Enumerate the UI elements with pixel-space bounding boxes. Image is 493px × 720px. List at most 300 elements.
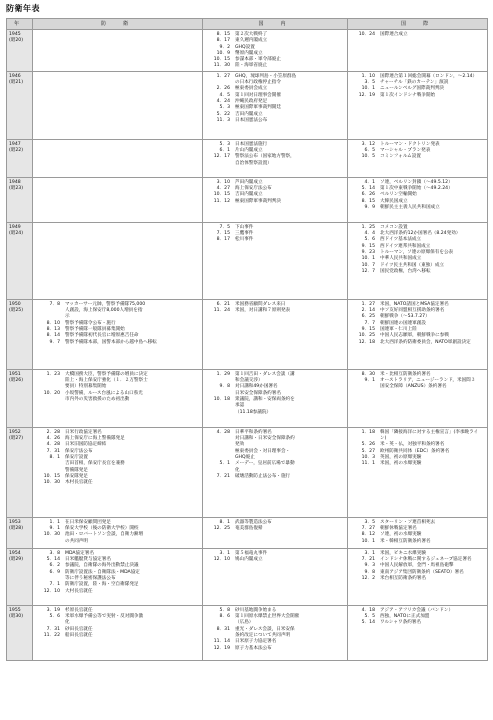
event-date: 3．5	[364, 519, 375, 525]
event-text: 中国人民解放軍，金門・馬祖島砲撃	[380, 563, 454, 569]
event-line	[350, 620, 485, 626]
event-text: 第１次中東戦争開始（～49.2.24）	[380, 186, 453, 192]
event-line	[350, 576, 485, 582]
event-text: 保安隊発足	[65, 473, 88, 479]
defense-cell	[33, 299, 203, 369]
header-domestic: 国 内	[203, 19, 348, 30]
event-date: 4．18	[361, 607, 375, 613]
event-date: 6．1	[219, 148, 230, 154]
event-date: 5．5	[364, 614, 375, 620]
table-header-row	[7, 19, 488, 30]
event-text: 池田・ロバートソン会談，自衛力漸増	[65, 532, 144, 538]
era-label: (昭22)	[9, 148, 24, 154]
table-row	[7, 548, 488, 605]
chronology-body	[7, 30, 488, 661]
event-date: 9．2	[219, 44, 230, 50]
event-date: 9．9	[364, 204, 375, 210]
event-text: 破壊活動防止法公布・施行	[235, 473, 291, 479]
era-label: (昭27)	[9, 436, 24, 442]
event-text: GHQ廃止	[235, 454, 255, 460]
event-text: メーデー，皇居前広場で暴動	[235, 461, 295, 467]
year-label: 1951	[9, 371, 21, 377]
era-label: (昭20)	[9, 38, 24, 44]
event-date: 7．21	[216, 473, 230, 479]
event-text: GHQ，琉球列島・小笠原群島	[235, 73, 297, 79]
era-label: (昭23)	[9, 186, 24, 192]
year-label: 1955	[9, 607, 21, 613]
chronology-table	[6, 18, 488, 661]
event-line	[350, 340, 485, 346]
year-label: 1948	[9, 179, 21, 185]
event-text: 朝鮮国連の国連軍創設	[380, 320, 426, 326]
international-cell	[348, 222, 488, 299]
event-text: 米・英・仏，対独平和条約署名	[380, 442, 445, 448]
event-date: 7．15	[216, 231, 230, 237]
event-text: 第１回対日理事会開催	[235, 92, 281, 98]
event-line	[35, 397, 200, 403]
event-text: 発効	[235, 442, 245, 448]
year-label: 1947	[9, 141, 21, 147]
event-date: 12．2	[361, 575, 375, 581]
event-text: 奄美群島復帰	[235, 526, 263, 532]
event-text: 西独，NATOに正式加盟	[380, 614, 430, 620]
international-cell	[348, 299, 488, 369]
event-line	[205, 410, 345, 416]
event-text: （11.18参議院）	[235, 409, 272, 415]
event-date: 4．26	[46, 436, 60, 442]
event-text: 警備隊発足	[65, 467, 88, 473]
event-date: 1．18	[361, 429, 375, 435]
domestic-cell	[203, 139, 348, 177]
year-label: 1945	[9, 32, 21, 37]
event-text: トルーマン・ドクトリン発表	[380, 141, 440, 147]
event-text: マーシャル・プラン発表	[380, 148, 431, 154]
international-cell	[348, 605, 488, 660]
event-date: 5．1	[219, 461, 230, 467]
event-text: 欧州防衛共同体（EDC）条約署名	[380, 448, 450, 454]
event-text: GHQ設置	[235, 44, 255, 50]
event-text: 片山内閣成立	[235, 148, 263, 154]
event-text: 北大西洋条約防衛委員会，NATO軍創設決定	[380, 339, 471, 345]
international-cell	[348, 177, 488, 222]
year-cell	[7, 71, 33, 139]
event-text: 国連軍・仁川上陸	[380, 326, 417, 332]
event-text: 防衛庁設置法・自衛隊法・MDA協定	[65, 569, 140, 575]
event-line	[35, 340, 200, 346]
year-label: 1949	[9, 224, 21, 230]
event-date: 6．9	[49, 569, 60, 575]
event-date: 3．1	[219, 550, 230, 556]
event-text: ン)	[380, 436, 387, 442]
event-line	[205, 161, 345, 167]
event-text: 警察法公布（国家地方警察，	[235, 154, 295, 160]
table-row	[7, 605, 488, 660]
event-text: 中国人民志願軍，朝鮮戦争に参戦	[380, 333, 449, 339]
event-date: 8．10	[46, 320, 60, 326]
event-line	[350, 539, 485, 545]
event-date: 10．5	[361, 154, 375, 160]
event-text: 幣原内閣成立	[235, 50, 263, 56]
event-date: 5．3	[219, 141, 230, 147]
event-line	[350, 269, 485, 275]
event-date: 2．28	[46, 429, 60, 435]
year-label: 1954	[9, 550, 21, 556]
event-text: アジア・アフリカ会議（バンドン）	[380, 607, 454, 613]
event-date: 6．26	[361, 192, 375, 198]
event-date: 1．10	[361, 73, 375, 79]
event-text: 化	[235, 467, 240, 473]
event-text: コメコン設置	[380, 224, 408, 230]
event-date: 5．8	[219, 607, 230, 613]
table-row	[7, 222, 488, 299]
event-text: MDA協定署名	[65, 550, 94, 556]
event-date: 12．10	[43, 588, 60, 594]
event-date: 10．15	[213, 57, 230, 63]
event-date: 8．30	[361, 371, 375, 377]
event-line	[205, 118, 345, 124]
international-cell	[348, 427, 488, 517]
event-text: 対日講和49か国署名	[235, 384, 278, 390]
event-date: 5．14	[46, 557, 60, 563]
domestic-cell	[203, 177, 348, 222]
event-date: 8．17	[216, 38, 230, 44]
event-text: ソ連，ベルリン封鎖（～49.5.12）	[380, 179, 453, 185]
event-date: 1．25	[361, 224, 375, 230]
event-text: 海上保安庁に海上警備隊発足	[65, 436, 125, 442]
event-text: 米・韓相互防衛条約署名	[380, 538, 431, 544]
event-date: 4．1	[364, 179, 375, 185]
header-international: 国 際	[348, 19, 488, 30]
event-line	[205, 308, 345, 314]
event-text: 原子力基本法公布	[235, 645, 272, 651]
event-date	[205, 161, 235, 167]
event-line	[205, 557, 345, 563]
event-text: スターリン・ソ連首相死去	[380, 519, 436, 525]
event-date: 11．30	[213, 63, 230, 69]
event-date: 10．20	[43, 390, 60, 396]
event-line	[350, 205, 485, 211]
event-text: 国際連合第１回総会開幕（ロンドン，～2.14）	[380, 73, 478, 79]
event-text: 保安庁法公布	[65, 448, 93, 454]
header-year: 年	[7, 19, 33, 30]
event-date: 7．21	[361, 557, 375, 563]
year-cell	[7, 177, 33, 222]
event-text: インドシナ休戦に関するジュネーブ協定署名	[380, 557, 472, 563]
event-text: 陸上・海上保安庁強化（１．２万警察士	[65, 378, 148, 384]
event-date: 7．27	[361, 526, 375, 532]
event-date: 10．24	[358, 32, 375, 37]
event-text: 対日講和・日米安全保障条約	[235, 436, 295, 442]
event-text: 吉田内閣成立	[235, 111, 263, 117]
event-text: 英国，初の原爆実験	[380, 454, 422, 460]
event-date: 1．23	[46, 371, 60, 377]
event-date: 1．27	[361, 301, 375, 307]
event-text: 大村長官就任	[65, 588, 93, 594]
event-line	[35, 539, 200, 545]
table-row	[7, 517, 488, 548]
event-text: 三鷹事件	[235, 231, 254, 237]
event-date: 9．1	[364, 378, 375, 384]
event-text: 西ドイツ連邦共和国成立	[380, 243, 431, 249]
event-date: 6．25	[361, 314, 375, 320]
event-date: 11．3	[216, 117, 230, 123]
event-date: 12．19	[358, 92, 375, 98]
event-text: 日米安全保障条約署名	[235, 390, 281, 396]
era-label: (昭21)	[9, 80, 24, 86]
event-date: 12．25	[213, 526, 230, 532]
event-date: 9．7	[49, 339, 60, 345]
table-row	[7, 299, 488, 369]
event-date: 3．10	[216, 179, 230, 185]
event-line	[205, 199, 345, 205]
event-text: 衆議院，講和・安保両条約を	[235, 396, 295, 402]
event-date: 12．19	[213, 645, 230, 651]
event-text: 吉田内閣成立	[235, 192, 263, 198]
event-text: 極東国際軍事裁判判決	[235, 198, 281, 204]
event-text: 米台相互防衛条約署名	[380, 575, 426, 581]
international-cell	[348, 71, 488, 139]
defense-cell	[33, 517, 203, 548]
year-cell	[7, 30, 33, 72]
event-date: 10．30	[43, 532, 60, 538]
defense-cell	[33, 139, 203, 177]
event-date	[350, 384, 380, 390]
event-text: 日米艦艇貸与協定署名	[65, 557, 111, 563]
year-cell	[7, 548, 33, 605]
event-date: 10．30	[43, 480, 60, 486]
event-text: ベルリン空輸開始	[380, 192, 417, 198]
defense-cell	[33, 605, 203, 660]
table-row	[7, 71, 488, 139]
event-line	[205, 474, 345, 480]
event-text: 鳩山内閣成立	[235, 557, 263, 563]
defense-cell	[33, 177, 203, 222]
event-date: 6．5	[364, 148, 375, 154]
event-date: 6．2	[49, 563, 60, 569]
event-text: コミンフォルム設置	[380, 154, 421, 160]
event-text: 北大西洋条約12か国署名（8.24発効）	[380, 231, 461, 237]
era-label: (昭28)	[9, 526, 24, 532]
event-text: オーストラリア，ニュージーランド，米国間３	[380, 378, 476, 384]
event-date: 8．31	[216, 626, 230, 632]
event-date: 7．1	[49, 582, 60, 588]
event-date: 2．26	[216, 86, 230, 92]
domestic-cell	[203, 30, 348, 72]
event-date: 5．6	[364, 237, 375, 243]
international-cell	[348, 517, 488, 548]
event-date: 8．17	[216, 237, 230, 243]
event-date: 10．1	[361, 256, 375, 262]
event-text: ソ連，初の水爆実験	[380, 532, 422, 538]
event-date: 8．14	[46, 333, 60, 339]
event-date: 11．24	[213, 308, 230, 314]
event-date: 5．14	[361, 186, 375, 192]
event-text: 大橋国務大臣，警察予備隊の増員に決定	[65, 371, 148, 377]
event-date: 4．24	[216, 98, 230, 104]
event-text: トルーマン，ソ連の原爆保有を公表	[380, 249, 454, 255]
event-text: 国安全保障（ANZUS）条約署名	[380, 384, 447, 390]
event-date: 10．9	[216, 50, 230, 56]
event-date: 8．1	[49, 454, 60, 460]
domestic-cell	[203, 605, 348, 660]
event-line	[350, 461, 485, 467]
event-text: 米国，ビキニ水爆実験	[380, 550, 426, 556]
event-date: 9．15	[361, 243, 375, 249]
event-date: 5．27	[361, 448, 375, 454]
event-line	[205, 63, 345, 69]
event-date: 12．7	[361, 268, 375, 274]
event-text: ニュールンベルグ国際裁判判決	[380, 86, 445, 92]
table-row	[7, 427, 488, 517]
event-text: 米・比相互防衛条約署名	[380, 371, 431, 377]
event-text: 芦田内閣成立	[235, 179, 263, 185]
event-date: 11．14	[213, 639, 230, 645]
year-label: 1952	[9, 429, 21, 435]
event-date: 1．29	[216, 371, 230, 377]
event-text: 大韓民国成立	[380, 198, 408, 204]
event-text: 日本国憲法施行	[235, 141, 268, 147]
event-text: 中ソ友好同盟相互援助条約署名	[380, 308, 445, 314]
defense-cell	[33, 30, 203, 72]
defense-cell	[33, 369, 203, 427]
event-text: 日米旧国防協定締結	[65, 442, 107, 448]
event-text: 人創設，海上保安庁8,000人増員を指	[65, 308, 143, 314]
event-text: 日本国憲法公布	[235, 117, 268, 123]
event-date: 7．7	[364, 320, 375, 326]
event-text: 第１次インドシナ戦争開始	[380, 92, 436, 98]
event-text: 武器等製造法公布	[235, 519, 272, 525]
event-date: 6．21	[216, 301, 230, 307]
event-text: 朝鮮休戦協定署名	[380, 526, 417, 532]
year-label: 1950	[9, 301, 21, 307]
era-label: (昭30)	[9, 614, 24, 620]
event-date: 10．7	[361, 262, 375, 268]
event-date: 3．5	[364, 80, 375, 86]
defense-cell	[33, 548, 203, 605]
event-text: 承認	[235, 403, 245, 409]
event-date: 11．22	[43, 632, 60, 638]
event-date: 1．1	[49, 519, 60, 525]
event-date: 4．4	[364, 231, 375, 237]
event-date: 7．8	[49, 301, 60, 307]
event-date: 8．1	[219, 519, 230, 525]
domestic-cell	[203, 71, 348, 139]
event-text: 船田長官就任	[65, 632, 93, 638]
event-text: 国際連合成立	[380, 32, 408, 37]
event-date: 9．23	[361, 249, 375, 255]
event-text: の共同声明	[65, 538, 88, 544]
international-cell	[348, 548, 488, 605]
year-label: 1946	[9, 73, 21, 79]
event-date: 7．5	[219, 224, 230, 230]
event-line	[350, 154, 485, 160]
event-text: 陸・海軍省廃止	[235, 63, 268, 69]
event-text: 日米原子力協定署名	[235, 639, 277, 645]
domestic-cell	[203, 427, 348, 517]
event-date: 1．27	[216, 73, 230, 79]
event-date: 4．5	[219, 92, 230, 98]
event-text: 等に伴う秘密保護法公布	[65, 575, 116, 581]
event-line	[205, 526, 345, 532]
event-text: マッカーサー元帥，警察予備隊75,000	[65, 301, 146, 307]
event-date	[35, 397, 65, 403]
event-date: 4．28	[216, 429, 230, 435]
year-label: 1953	[9, 519, 21, 525]
era-label: (昭24)	[9, 231, 24, 237]
event-line	[350, 384, 485, 390]
year-cell	[7, 369, 33, 427]
event-date: 3．1	[364, 550, 375, 556]
event-text: 防衛庁設置，陸・海・空自衛隊発足	[65, 582, 139, 588]
event-text: 韓国「隣接海洋に対する主権宣言」(李承晩ライ	[380, 429, 479, 435]
domestic-cell	[203, 517, 348, 548]
year-cell	[7, 605, 33, 660]
event-date: 8．6	[219, 614, 230, 620]
event-text: 自治体警察設置）	[235, 160, 272, 166]
domestic-cell	[203, 369, 348, 427]
table-row	[7, 369, 488, 427]
event-line	[205, 646, 345, 652]
event-text: 朝鮮民主主義人民共和国成立	[380, 204, 440, 210]
defense-cell	[33, 222, 203, 299]
event-date: 10．18	[213, 396, 230, 402]
event-date: 8．12	[361, 532, 375, 538]
event-date: 8．15	[216, 32, 230, 37]
event-date	[35, 539, 65, 545]
era-label: (昭26)	[9, 378, 24, 384]
event-text: 小坂警備，ルース台風による山口県光	[65, 390, 143, 396]
event-text: 極東委員会成立	[235, 86, 268, 92]
event-text: 重光・ダレス会談，日米安保	[235, 626, 295, 632]
table-row	[7, 139, 488, 177]
defense-cell	[33, 427, 203, 517]
event-text: 下山事件	[235, 224, 254, 230]
event-date: 3．19	[46, 607, 60, 613]
year-cell	[7, 139, 33, 177]
event-date: 9．15	[361, 326, 375, 332]
event-date: 9．1	[49, 526, 60, 532]
event-text: ワルシャワ条約署名	[380, 620, 421, 626]
era-label: (昭25)	[9, 308, 24, 314]
event-date: 5．6	[49, 614, 60, 620]
page-title: 防衛年表	[6, 4, 40, 13]
event-date: 5．3	[219, 105, 230, 111]
event-text: 在日米保安顧問団発足	[65, 519, 111, 525]
table-row	[7, 177, 488, 222]
event-text: 吉田首相，保安庁長官を兼務	[65, 461, 125, 467]
event-text: 参議院，自衛隊の海外出動禁止決議	[65, 563, 139, 569]
event-date: 3．12	[361, 141, 375, 147]
event-date: 8．13	[46, 326, 60, 332]
event-line	[350, 93, 485, 99]
event-text: 朝鮮戦争（～53.7.27）	[380, 314, 430, 320]
defense-cell	[33, 71, 203, 139]
event-date: 7．31	[46, 626, 60, 632]
event-date: 4．28	[46, 442, 60, 448]
event-line	[205, 237, 345, 243]
international-cell	[348, 139, 488, 177]
event-text: 第１回吉田・ダレス会談（講	[235, 371, 295, 377]
event-text: の日本行政権停止指令	[235, 80, 281, 86]
domestic-cell	[203, 222, 348, 299]
event-date: 8．15	[361, 198, 375, 204]
event-text: 極東国際軍事裁判開廷	[235, 105, 281, 111]
event-text: 米軍水爆予備公等で実射・反対闘争激	[65, 614, 144, 620]
event-line	[35, 480, 200, 486]
event-date: 11．12	[213, 198, 230, 204]
event-text: 第５福竜丸事件	[235, 550, 268, 556]
event-text: 沖縄民政府発足	[235, 98, 268, 104]
